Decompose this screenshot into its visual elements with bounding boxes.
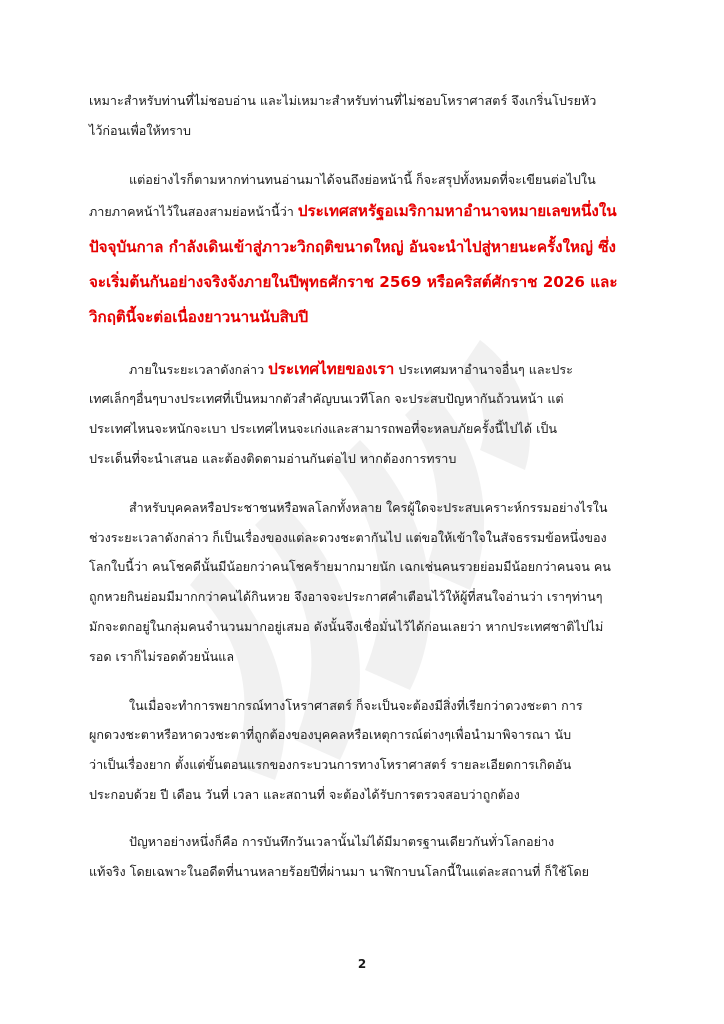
text-line: ช่วงระยะเวลาดังกล่าว ก็เป็นเรื่องของแต่ละดวงชะตากันไป แต่ขอให้เข้าใจในสัจธรรมข้อหนึ่งของ [89, 529, 607, 545]
text-line: ปัญหาอย่างหนึ่งก็คือ การบันทึกวันเวลานั้นไม่ได้มีมาตรฐานเดียวกันทั่วโลกอย่าง [129, 833, 555, 849]
text-span: ภายภาคหน้าไว้ในสองสามย่อหน้านี้ว่า [89, 204, 298, 220]
paragraph-4 [89, 493, 649, 672]
text-line: เทศเล็กๆอื่นๆบางประเทศที่เป็นหมากตัวสำคัญบนเวทีโลก จะประสบปัญหากันถ้วนหน้า แต่ [89, 391, 564, 407]
document-body [89, 86, 649, 886]
highlighted-text: ประเทศไทยของเรา [268, 359, 395, 378]
text-line: แต่อย่างไรก็ตามหากท่านทนอ่านมาได้จนถึงย่อหน้านี้ ก็จะสรุปทั้งหมดที่จะเขียนต่อไปใน [129, 171, 596, 187]
text-span: ภายในระยะเวลาดังกล่าว [129, 361, 269, 377]
text-line: ถูกหวยกินย่อมมีมากกว่าคนได้กินหวย จึงอาจจะประกาศคำเตือนไว้ให้ผู้ที่สนใจอ่านว่า เราๆท่านๆ [89, 589, 603, 605]
text-line: ประเทศไหนจะหนักจะเบา ประเทศไหนจะเก่งและสามารถพอที่จะหลบภัยครั้งนี้ไปได้ เป็น [89, 421, 557, 437]
paragraph-6 [89, 827, 649, 887]
text-line: ประกอบด้วย ปี เดือน วันที่ เวลา และสถานที่ จะต้องได้รับการตรวจสอบว่าถูกต้อง [89, 786, 520, 802]
text-span: ประเทศมหาอำนาจอื่นๆ และประ [394, 361, 573, 377]
highlighted-text: ปัจจุบันกาล กำลังเดินเข้าสู่ภาวะวิกฤติขนาดใหญ่ อันจะนำไปสู่หายนะครั้งใหญ่ ซึ่ง [89, 237, 616, 256]
text-line: โลกใบนี้ว่า คนโชคดีนั้นมีน้อยกว่าคนโชคร้ายมากมายนัก เฉกเช่นคนรวยย่อมมีน้อยกว่าคนจน คน [89, 559, 611, 575]
text-line: ประเด็นที่จะนำเสนอ และต้องติดตามอ่านกันต่อไป หากต้องการทราบ [89, 450, 457, 466]
text-line: ไว้ก่อนเพื่อให้ทราบ [89, 122, 191, 138]
paragraph-3 [89, 355, 649, 474]
text-line: รอด เราก็ไม่รอดด้วยนั่นแล [89, 648, 235, 664]
text-line: สำหรับบุคคลหรือประชาชนหรือพลโลกทั้งหลาย ใครผู้ใดจะประสบเคราะห์กรรมอย่างไรใน [129, 499, 608, 515]
text-line: ในเมื่อจะทำการพยากรณ์ทางโหราศาสตร์ ก็จะเป็นจะต้องมีสิ่งที่เรียกว่าดวงชะตา การ [129, 697, 583, 713]
text-line: แท้จริง โดยเฉพาะในอดีตที่นานหลายร้อยปีที่ผ่านมา นาฬิกาบนโลกนี้ในแต่ละสถานที่ ก็ใช้โดย [89, 863, 590, 879]
text-line: เหมาะสำหรับท่านที่ไม่ชอบอ่าน และไม่เหมาะสำหรับท่านที่ไม่ชอบโหราศาสตร์ จึงเกริ่นโปรยหัว [89, 93, 597, 108]
highlighted-text: ประเทศสหรัฐอเมริกามหาอำนาจหมายเลขหนึ่งใน [297, 202, 617, 221]
highlighted-text: จะเริ่มต้นกันอย่างจริงจังภายในปีพุทธศักราช 2569 หรือคริสต์ศักราช 2026 และ [89, 272, 618, 291]
text-line: ว่าเป็นเรื่องยาก ตั้งแต่ขั้นตอนแรกของกระบวนการทางโหราศาสตร์ รายละเอียดการเกิดอัน [89, 757, 572, 773]
text-line: ผูกดวงชะตาหรือหาดวงชะตาที่ถูกต้องของบุคคลหรือเหตุการณ์ต่างๆเพื่อนำมาพิจารณา นับ [89, 727, 572, 743]
text-line: มักจะตกอยู่ในกลุ่มคนจำนวนมากอยู่เสมอ ดังนั้นจึงเชื่อมั่นไว้ได้ก่อนเลยว่า หากประเทศชาติไปไม่ [89, 618, 604, 634]
paragraph-5 [89, 691, 649, 810]
paragraph-2 [89, 165, 649, 336]
paragraph-1 [89, 86, 649, 146]
highlighted-text: วิกฤตินี้จะต่อเนื่องยาวนานนับสิบปี [89, 308, 309, 327]
page-number: 2 [357, 957, 367, 971]
